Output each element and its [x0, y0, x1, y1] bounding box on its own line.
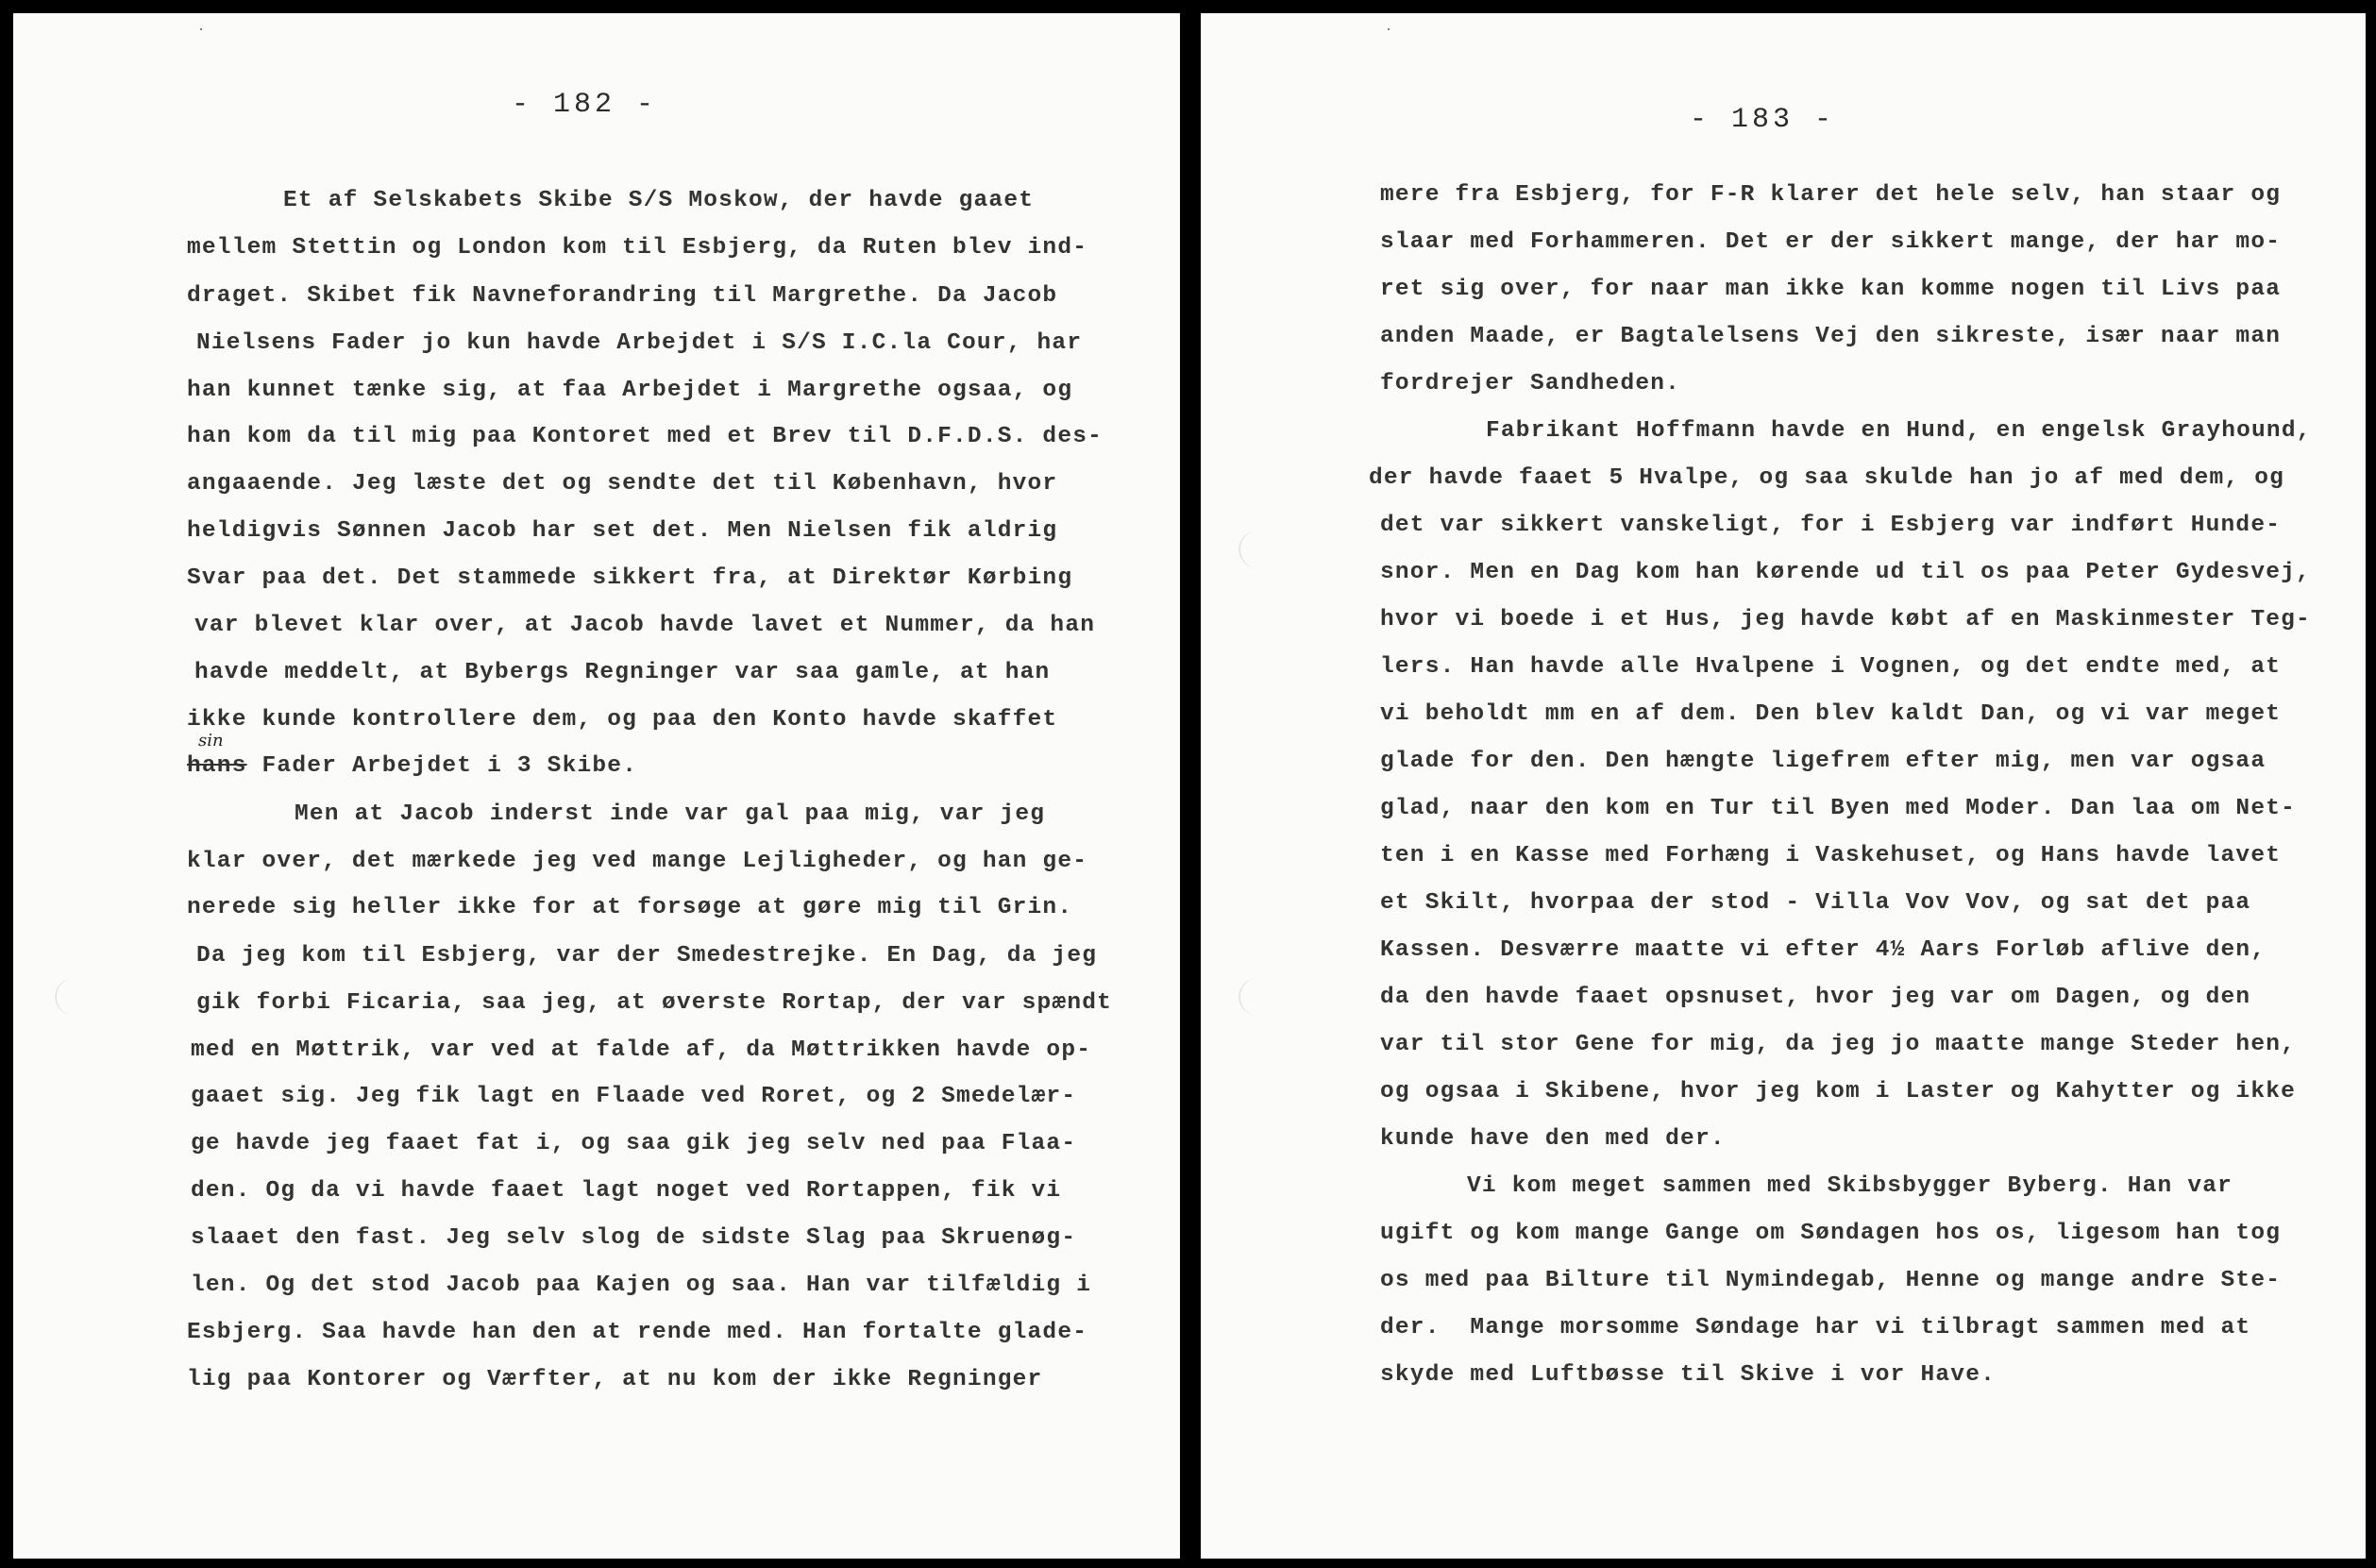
text-line: Da jeg kom til Esbjerg, var der Smedestrejke. En Dag, da jeg [196, 943, 1098, 969]
page-right [1201, 13, 2366, 1559]
text-line: os med paa Bilture til Nymindegab, Henne og mange andre Ste- [1380, 1268, 2282, 1293]
text-line: vi beholdt mm en af dem. Den blev kaldt Dan, og vi var meget [1380, 701, 2282, 727]
text-line: slaar med Forhammeren. Det er der sikkert mange, der har mo- [1380, 229, 2282, 255]
text-line: Men at Jacob inderst inde var gal paa mig, var jeg [295, 801, 1046, 827]
text-line: snor. Men en Dag kom han kørende ud til os paa Peter Gydesvej, [1380, 560, 2311, 585]
text-line: mere fra Esbjerg, for F-R klarer det hele selv, han staar og [1380, 182, 2282, 208]
text-line: nerede sig heller ikke for at forsøge at gøre mig til Grin. [187, 895, 1073, 920]
text-line: var til stor Gene for mig, da jeg jo maatte mange Steder hen, [1380, 1032, 2297, 1057]
page-left [13, 13, 1180, 1559]
body-text-left [13, 13, 1180, 1559]
text-line: hvor vi boede i et Hus, jeg havde købt af en Maskinmester Teg- [1380, 607, 2311, 632]
text-line: gik forbi Ficaria, saa jeg, at øverste Rortap, der var spændt [196, 990, 1113, 1016]
text-line: skyde med Luftbøsse til Skive i vor Have. [1380, 1362, 1996, 1388]
text-line: da den havde faaet opsnuset, hvor jeg var om Dagen, og den [1380, 985, 2251, 1010]
text-line: han kom da til mig paa Kontoret med et Brev til D.F.D.S. des- [187, 424, 1104, 449]
body-text-right [1201, 13, 2366, 1559]
struck-word: hans [187, 753, 247, 779]
text-line: et Skilt, hvorpaa der stod - Villa Vov Vov, og sat det paa [1380, 890, 2251, 916]
text-line: mellem Stettin og London kom til Esbjerg, da Ruten blev ind- [187, 235, 1088, 261]
text-line: glade for den. Den hængte ligefrem efter mig, men var ogsaa [1380, 749, 2266, 774]
text-line: ge havde jeg faaet fat i, og saa gik jeg selv ned paa Flaa- [191, 1131, 1077, 1156]
text-line: Esbjerg. Saa havde han den at rende med. Han fortalte glade- [187, 1320, 1088, 1345]
text-line: det var sikkert vanskeligt, for i Esbjerg var indført Hunde- [1380, 513, 2282, 538]
text-line: der havde faaet 5 Hvalpe, og saa skulde han jo af med dem, og [1369, 465, 2285, 491]
page-number-left: - 182 - [512, 89, 658, 121]
handwritten-correction: sin [198, 731, 224, 750]
text-line: gaaet sig. Jeg fik lagt en Flaade ved Roret, og 2 Smedelær- [191, 1084, 1077, 1109]
text-line: slaaet den fast. Jeg selv slog de sidste Slag paa Skruenøg- [191, 1225, 1077, 1251]
text-line: der. Mange morsomme Søndage har vi tilbragt sammen med at [1380, 1315, 2251, 1340]
text-line: Fader Arbejdet i 3 Skibe. [261, 753, 638, 779]
text-line: len. Og det stod Jacob paa Kajen og saa. Han var tilfældig i [191, 1273, 1092, 1298]
text-line: Kassen. Desværre maatte vi efter 4½ Aars Forløb aflive den, [1380, 937, 2266, 963]
text-line: angaaende. Jeg læste det og sendte det til København, hvor [187, 471, 1058, 497]
text-line: lers. Han havde alle Hvalpene i Vognen, og det endte med, at [1380, 654, 2282, 680]
text-line: draget. Skibet fik Navneforandring til Margrethe. Da Jacob [187, 283, 1058, 309]
text-line: den. Og da vi havde faaet lagt noget ved Rortappen, fik vi [191, 1178, 1062, 1204]
text-line: ikke kunde kontrollere dem, og paa den Konto havde skaffet [187, 707, 1058, 733]
text-line: heldigvis Sønnen Jacob har set det. Men Nielsen fik aldrig [187, 518, 1058, 544]
text-line: og ogsaa i Skibene, hvor jeg kom i Laster og Kahytter og ikke [1380, 1079, 2297, 1104]
text-line: klar over, det mærkede jeg ved mange Lejligheder, og han ge- [187, 849, 1088, 874]
text-line: Vi kom meget sammen med Skibsbygger Byberg. Han var [1467, 1173, 2233, 1199]
text-line: Svar paa det. Det stammede sikkert fra, at Direktør Kørbing [187, 565, 1073, 591]
text-line-with-correction [187, 752, 637, 781]
text-line: var blevet klar over, at Jacob havde lavet et Nummer, da han [194, 613, 1096, 638]
text-line: lig paa Kontorer og Værfter, at nu kom der ikke Regninger [187, 1367, 1043, 1392]
text-line: fordrejer Sandheden. [1380, 371, 1681, 396]
text-line: Nielsens Fader jo kun havde Arbejdet i S/S I.C.la Cour, har [196, 330, 1083, 356]
text-line: med en Møttrik, var ved at falde af, da Møttrikken havde op- [191, 1037, 1092, 1063]
text-line: ugift og kom mange Gange om Søndagen hos os, ligesom han tog [1380, 1221, 2282, 1246]
text-line: kunde have den med der. [1380, 1126, 1726, 1152]
text-line: han kunnet tænke sig, at faa Arbejdet i Margrethe ogsaa, og [187, 378, 1073, 403]
text-line: ten i en Kasse med Forhæng i Vaskehuset, og Hans havde lavet [1380, 843, 2282, 868]
text-line: glad, naar den kom en Tur til Byen med Moder. Dan laa om Net- [1380, 796, 2297, 821]
text-line: ret sig over, for naar man ikke kan komme nogen til Livs paa [1380, 277, 2282, 302]
text-line: anden Maade, er Bagtalelsens Vej den sikreste, især naar man [1380, 324, 2282, 349]
text-line: Et af Selskabets Skibe S/S Moskow, der havde gaaet [283, 188, 1035, 213]
text-line: havde meddelt, at Bybergs Regninger var saa gamle, at han [194, 660, 1051, 685]
page-number-right: - 183 - [1690, 104, 1836, 136]
text-line: Fabrikant Hoffmann havde en Hund, en engelsk Grayhound, [1486, 418, 2312, 444]
